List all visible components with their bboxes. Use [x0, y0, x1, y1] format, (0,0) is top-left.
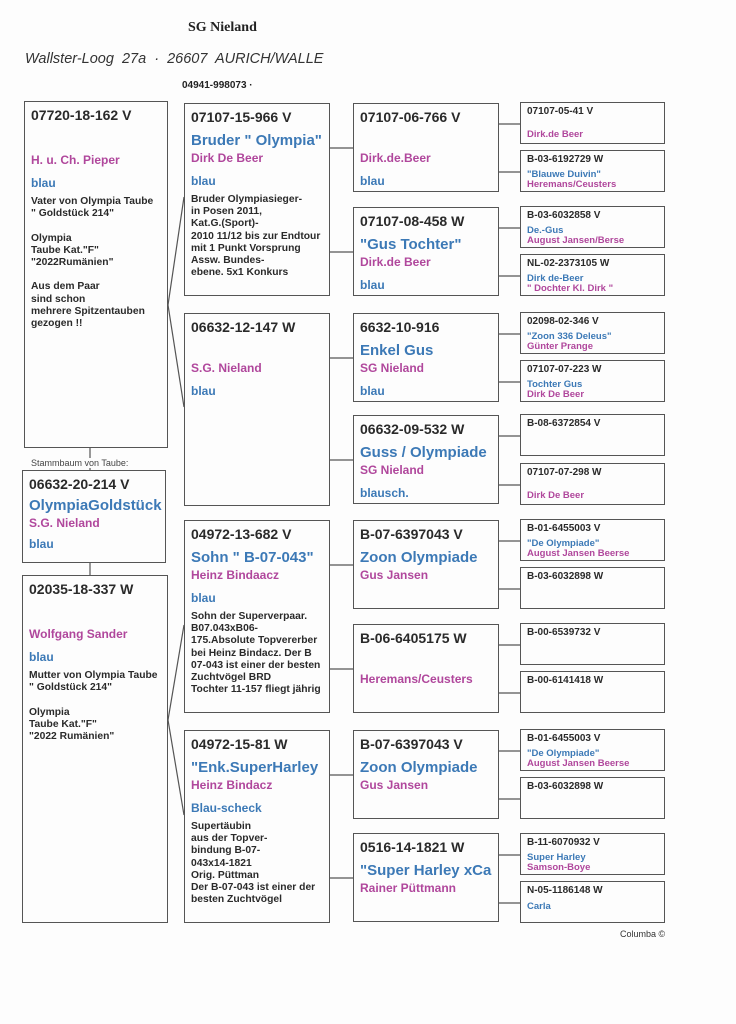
great-great-grandparent-box	[520, 463, 665, 505]
pigeon-ring: B-03-6192729 W	[527, 154, 604, 165]
great-grandparent-box	[353, 624, 499, 713]
great-great-grandparent-box	[520, 833, 665, 875]
pigeon-ring: 07107-08-458 W	[360, 213, 465, 229]
pigeon-ring: B-00-6539732 V	[527, 627, 601, 638]
pigeon-ring: 06632-12-147 W	[191, 319, 296, 335]
pigeon-name: De.-Gus	[527, 225, 564, 236]
grandparent-box	[184, 103, 330, 296]
pigeon-breeder: S.G. Nieland	[29, 516, 100, 530]
pigeon-ring: 07107-07-298 W	[527, 467, 602, 478]
pigeon-breeder: Heremans/Ceusters	[360, 672, 473, 686]
pigeon-name: "Super Harley xCa	[360, 862, 492, 879]
grandparent-box	[184, 730, 330, 923]
pigeon-ring: B-03-6032898 W	[527, 781, 604, 792]
pigeon-name: "De Olympiade"	[527, 748, 600, 759]
great-great-grandparent-box	[520, 254, 665, 296]
pigeon-name: "Gus Tochter"	[360, 236, 462, 253]
pigeon-ring: 6632-10-916	[360, 319, 440, 335]
pigeon-breeder: " Dochter Kl. Dirk "	[527, 283, 614, 294]
pigeon-breeder: SG Nieland	[360, 463, 425, 477]
pigeon-breeder: Dirk.de Beer	[360, 255, 431, 269]
pigeon-color: blau	[360, 384, 385, 398]
great-great-grandparent-box	[520, 623, 665, 665]
mother-box	[22, 575, 168, 923]
great-great-grandparent-box	[520, 360, 665, 402]
pigeon-ring: 07107-07-223 W	[527, 364, 602, 375]
pigeon-notes: Sohn der Superverpaar. B07.043xB06- 175.Absolute Topvererber bei Heinz Bindacz. Der B 07-043 ist einer der besten Zuchtvögel BRD Tochter 11-157 fliegt jährig	[191, 611, 321, 696]
great-grandparent-box	[353, 415, 499, 504]
great-grandparent-box	[353, 730, 499, 819]
pigeon-breeder: Dirk De Beer	[527, 490, 585, 501]
pigeon-breeder: August Jansen/Berse	[527, 235, 625, 246]
great-great-grandparent-box	[520, 206, 665, 248]
great-grandparent-box	[353, 313, 499, 402]
pigeon-color: blau	[29, 650, 54, 664]
pigeon-name: Zoon Olympiade	[360, 549, 478, 566]
pigeon-notes: Bruder Olympiasieger- in Posen 2011, Kat.G.(Sport)- 2010 11/12 bis zur Endtour mit 1 Punkt Vorsprung Assw. Bundes- ebene. 5x1 Konkurs	[191, 194, 321, 279]
pigeon-color: Blau-scheck	[191, 801, 262, 815]
phone-number: 04941-998073 ·	[182, 80, 253, 91]
pigeon-breeder: Rainer Püttmann	[360, 881, 457, 895]
pigeon-breeder: Heinz Bindaacz	[191, 568, 280, 582]
address: Wallster-Loog 27a · 26607 AURICH/WALLE	[25, 51, 324, 67]
great-great-grandparent-box	[520, 777, 665, 819]
great-grandparent-box	[353, 833, 499, 922]
subject-box	[22, 470, 166, 563]
pigeon-name: Zoon Olympiade	[360, 759, 478, 776]
pigeon-breeder: Gus Jansen	[360, 568, 429, 582]
pigeon-color: blau	[191, 384, 216, 398]
pigeon-color: blausch.	[360, 486, 409, 500]
pigeon-notes: Vater von Olympia Taube " Goldstück 214" Olympia Taube Kat."F" "2022Rumänien" Aus dem Paar sind schon mehrere Spitzentauben gezogen !!	[31, 196, 154, 330]
great-great-grandparent-box	[520, 519, 665, 561]
pigeon-breeder: S.G. Nieland	[191, 361, 262, 375]
pigeon-color: blau	[31, 176, 56, 190]
pigeon-breeder: Heremans/Ceusters	[527, 179, 617, 190]
pigeon-ring: B-03-6032898 W	[527, 571, 604, 582]
pigeon-color: blau	[360, 278, 385, 292]
pigeon-ring: B-08-6372854 V	[527, 418, 601, 429]
pigeon-ring: 04972-13-682 V	[191, 526, 292, 542]
pigeon-ring: B-03-6032858 V	[527, 210, 601, 221]
pigeon-breeder: Heinz Bindacz	[191, 778, 273, 792]
great-great-grandparent-box	[520, 671, 665, 713]
pigeon-breeder: H. u. Ch. Pieper	[31, 153, 120, 167]
pigeon-notes: Mutter von Olympia Taube " Goldstück 214" Olympia Taube Kat."F" "2022 Rumänien"	[29, 670, 158, 743]
pigeon-notes: Supertäubin aus der Topver- bindung B-07- 043x14-1821 Orig. Püttman Der B-07-043 ist einer der besten Zuchtvögel	[191, 821, 316, 906]
great-great-grandparent-box	[520, 881, 665, 923]
pigeon-name: "Blauwe Duivin"	[527, 169, 601, 180]
pigeon-breeder: SG Nieland	[360, 361, 425, 375]
pigeon-color: blau	[191, 174, 216, 188]
pigeon-name: Guss / Olympiade	[360, 444, 487, 461]
pigeon-color: blau	[191, 591, 216, 605]
pigeon-name: Carla	[527, 901, 551, 912]
pigeon-name: Super Harley	[527, 852, 586, 863]
pigeon-ring: B-06-6405175 W	[360, 630, 467, 646]
connector-line	[168, 197, 184, 305]
pigeon-ring: N-05-1186148 W	[527, 885, 603, 896]
connector-line	[168, 305, 184, 407]
pigeon-ring: 07107-15-966 V	[191, 109, 292, 125]
pigeon-ring: 0516-14-1821 W	[360, 839, 465, 855]
pigeon-ring: 02098-02-346 V	[527, 316, 599, 327]
pigeon-breeder: Dirk.de.Beer	[360, 151, 431, 165]
pigeon-ring: 07107-05-41 V	[527, 106, 594, 117]
father-box	[24, 101, 168, 448]
great-great-grandparent-box	[520, 102, 665, 144]
great-grandparent-box	[353, 207, 499, 296]
great-great-grandparent-box	[520, 414, 665, 456]
pigeon-breeder: Wolfgang Sander	[29, 627, 128, 641]
great-great-grandparent-box	[520, 729, 665, 771]
pigeon-ring: 06632-20-214 V	[29, 476, 130, 492]
pigeon-name: Bruder " Olympia"	[191, 132, 322, 149]
pigeon-name: "Zoon 336 Deleus"	[527, 331, 612, 342]
pigeon-color: blau	[360, 174, 385, 188]
breeder-title: SG Nieland	[188, 20, 257, 35]
pigeon-breeder: Gus Jansen	[360, 778, 429, 792]
pigeon-ring: B-07-6397043 V	[360, 736, 463, 752]
pigeon-breeder: Günter Prange	[527, 341, 593, 352]
pigeon-ring: 07720-18-162 V	[31, 107, 132, 123]
grandparent-box	[184, 313, 330, 506]
pigeon-name: OlympiaGoldstück	[29, 497, 162, 514]
pigeon-ring: B-01-6455003 V	[527, 523, 601, 534]
pigeon-name: Sohn " B-07-043"	[191, 549, 314, 566]
pigeon-ring: B-07-6397043 V	[360, 526, 463, 542]
grandparent-box	[184, 520, 330, 713]
pigeon-breeder: Dirk De Beer	[191, 151, 264, 165]
pigeon-ring: NL-02-2373105 W	[527, 258, 610, 269]
pigeon-name: Enkel Gus	[360, 342, 434, 359]
footer-credit: Columba ©	[620, 929, 666, 939]
pigeon-ring: B-11-6070932 V	[527, 837, 600, 848]
pigeon-breeder: August Jansen Beerse	[527, 758, 630, 769]
pigeon-breeder: Dirk.de Beer	[527, 129, 583, 140]
pigeon-name: Dirk de-Beer	[527, 273, 584, 284]
great-great-grandparent-box	[520, 312, 665, 354]
great-great-grandparent-box	[520, 150, 665, 192]
pigeon-ring: B-01-6455003 V	[527, 733, 601, 744]
pigeon-ring: 06632-09-532 W	[360, 421, 465, 437]
great-grandparent-box	[353, 103, 499, 192]
pigeon-ring: B-00-6141418 W	[527, 675, 604, 686]
pigeon-color: blau	[29, 537, 54, 551]
great-grandparent-box	[353, 520, 499, 609]
pigeon-ring: 02035-18-337 W	[29, 581, 134, 597]
great-great-grandparent-box	[520, 567, 665, 609]
pigeon-name: "De Olympiade"	[527, 538, 600, 549]
pigeon-name: "Enk.SuperHarley	[191, 759, 319, 776]
subject-label: Stammbaum von Taube:	[28, 458, 131, 468]
pigeon-breeder: August Jansen Beerse	[527, 548, 630, 559]
pigeon-ring: 04972-15-81 W	[191, 736, 288, 752]
connector-line	[168, 720, 184, 815]
pigeon-ring: 07107-06-766 V	[360, 109, 461, 125]
pigeon-breeder: Dirk De Beer	[527, 389, 585, 400]
pigeon-breeder: Samson-Boye	[527, 862, 591, 873]
connector-line	[168, 625, 184, 720]
pigeon-name: Tochter Gus	[527, 379, 583, 390]
